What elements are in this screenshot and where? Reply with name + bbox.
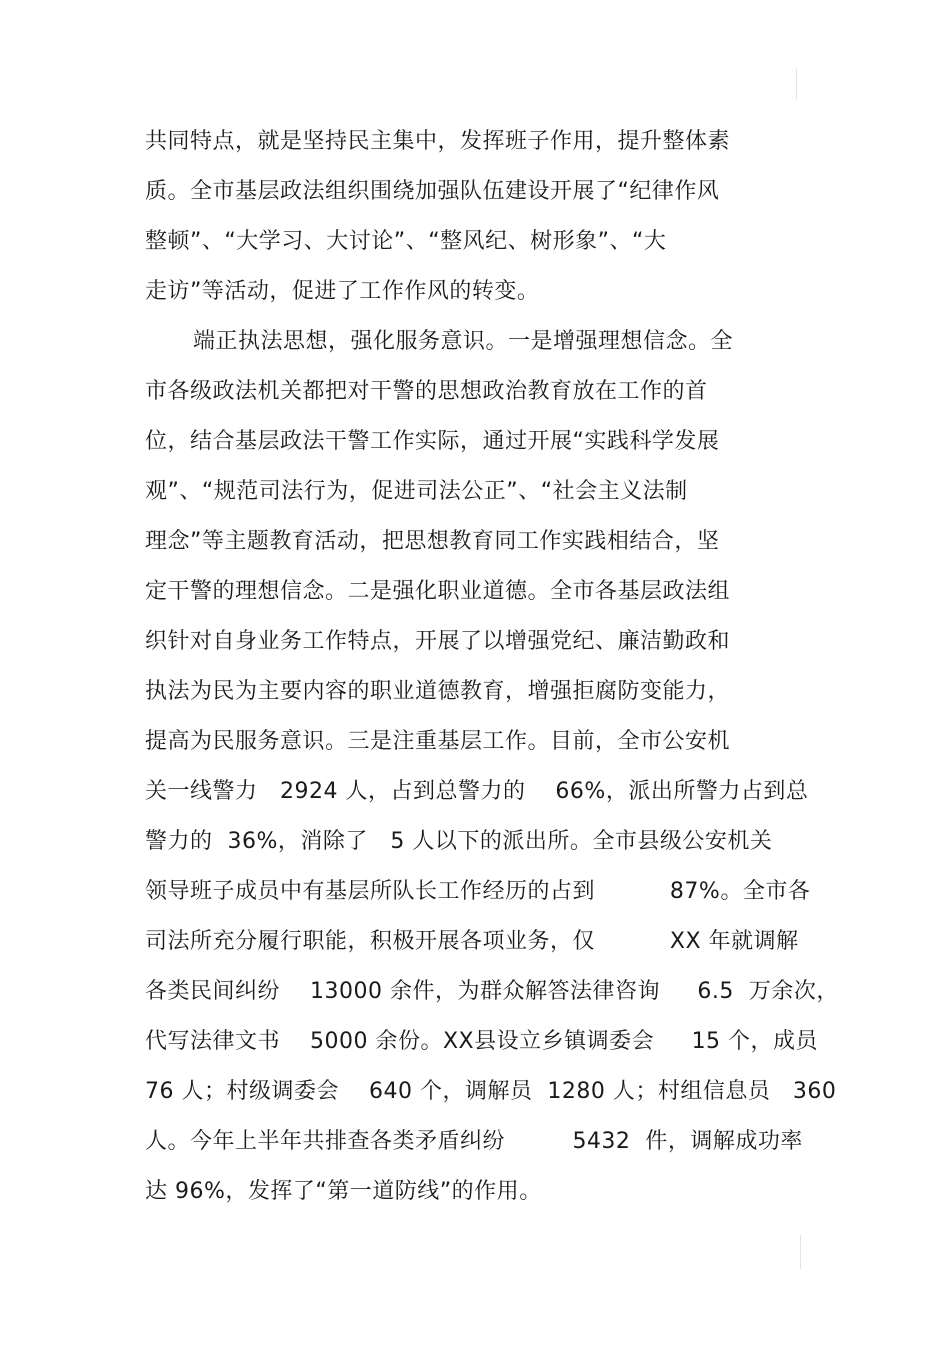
text-line-2: 质。全市基层政法组织围绕加强队伍建设开展了“纪律作风 [145, 179, 720, 204]
text-line-3: 整顿”、“大学习、大讨论”、“整风纪、树形象”、“大 [145, 229, 667, 254]
paragraph-start-line: 端正执法思想，强化服务意识。一是增强理想信念。全 [193, 329, 734, 354]
text-line-19: 代写法律文书 5000 余份。XX县设立乡镇调委会 15 个，成员 [145, 1029, 819, 1054]
text-line-7: 位，结合基层政法干警工作实际，通过开展“实践科学发展 [145, 429, 720, 454]
text-line-17: 司法所充分履行职能，积极开展各项业务，仅 XX 年就调解 [145, 929, 799, 954]
text-line-15: 警力的 36%，消除了 5 人以下的派出所。全市县级公安机关 [145, 829, 773, 854]
text-line-10: 定干警的理想信念。二是强化职业道德。全市各基层政法组 [145, 579, 731, 604]
text-line-12: 执法为民为主要内容的职业道德教育，增强拒腐防变能力， [145, 679, 731, 704]
text-line-21: 人。今年上半年共排查各类矛盾纠纷 5432 件，调解成功率 [145, 1129, 803, 1154]
text-line-8: 观”、“规范司法行为，促进司法公正”、“社会主义法制 [145, 479, 688, 504]
page-edge-mark-bottom [800, 1235, 801, 1269]
text-line-1: 共同特点，就是坚持民主集中，发挥班子作用，提升整体素 [145, 129, 731, 154]
text-line-14: 关一线警力 2924 人，占到总警力的 66%，派出所警力占到总 [145, 779, 809, 804]
text-line-13: 提高为民服务意识。三是注重基层工作。目前，全市公安机 [145, 729, 731, 754]
text-line-18: 各类民间纠纷 13000 余件，为群众解答法律咨询 6.5 万余次， [145, 979, 839, 1004]
text-line-20: 76 人；村级调委会 640 个，调解员 1280 人；村组信息员 360 [145, 1079, 837, 1104]
text-line-11: 织针对自身业务工作特点，开展了以增强党纪、廉洁勤政和 [145, 629, 731, 654]
text-line-16: 领导班子成员中有基层所队长工作经历的占到 87%。全市各 [145, 879, 811, 904]
text-line-6: 市各级政法机关都把对干警的思想政治教育放在工作的首 [145, 379, 708, 404]
text-line-22: 达 96%，发挥了“第一道防线”的作用。 [145, 1179, 542, 1204]
text-line-4: 走访”等活动，促进了工作作风的转变。 [145, 279, 540, 304]
text-line-9: 理念”等主题教育活动，把思想教育同工作实践相结合，坚 [145, 529, 720, 554]
page-edge-mark-top [796, 68, 797, 100]
